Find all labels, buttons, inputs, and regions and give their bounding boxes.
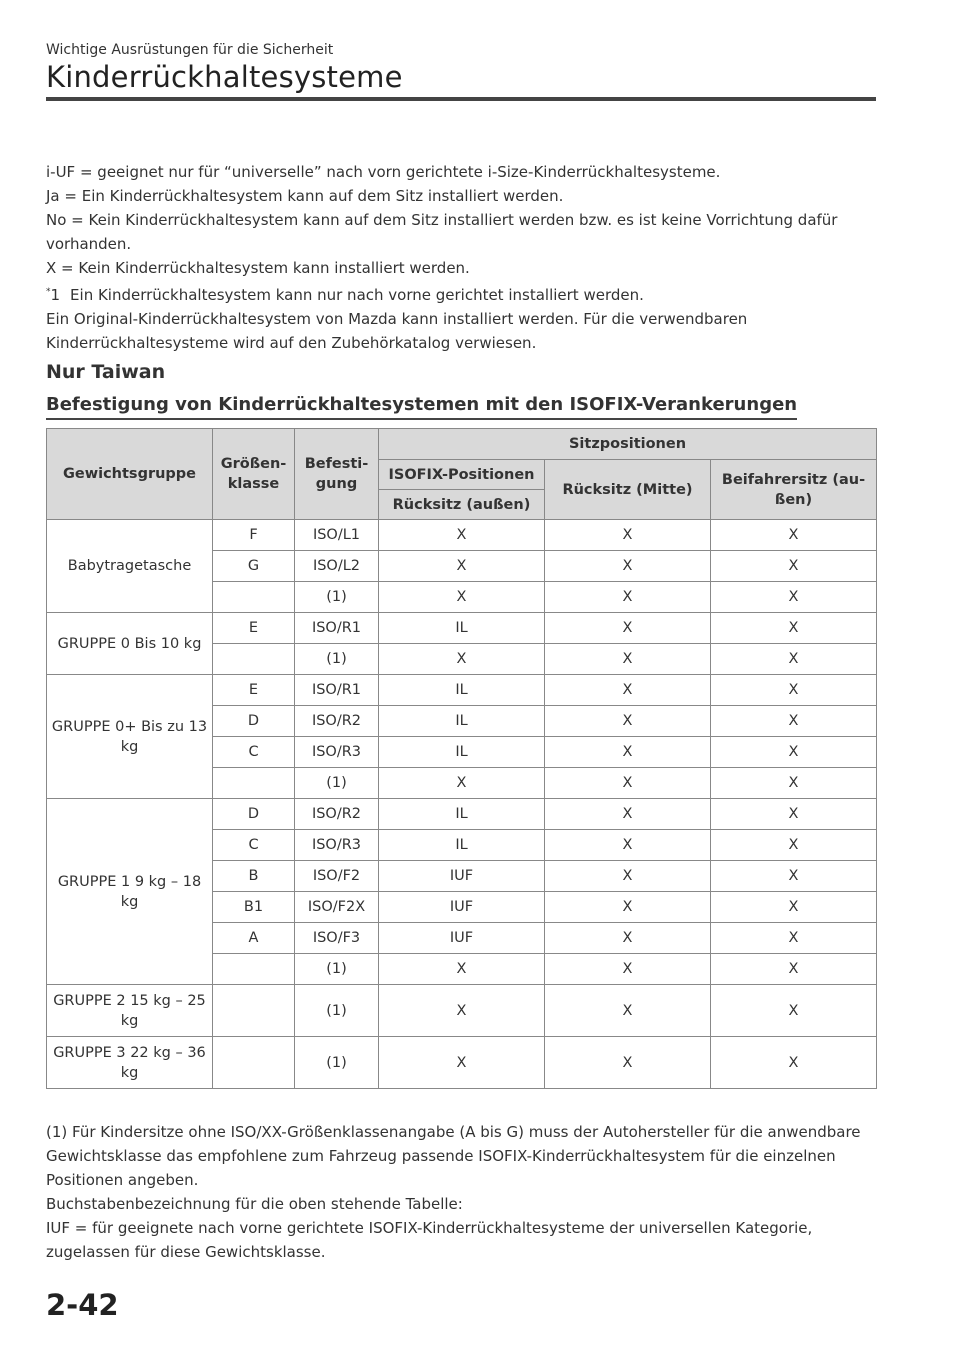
- fixture-cell: ISO/L1: [295, 520, 379, 551]
- header-weight-group: Gewichtsgruppe: [47, 429, 213, 520]
- page-title: Kinderrückhaltesysteme: [46, 60, 403, 94]
- page-number: 2-42: [46, 1288, 119, 1322]
- weight-group-cell: GRUPPE 3 22 kg – 36 kg: [47, 1037, 213, 1089]
- passenger-cell: X: [711, 954, 877, 985]
- rear-outer-cell: X: [379, 1037, 545, 1089]
- weight-group-cell: GRUPPE 1 9 kg – 18 kg: [47, 799, 213, 985]
- size-class-cell: A: [213, 923, 295, 954]
- size-class-cell: C: [213, 737, 295, 768]
- passenger-cell: X: [711, 613, 877, 644]
- rear-outer-cell: X: [379, 985, 545, 1037]
- rear-outer-cell: IL: [379, 706, 545, 737]
- passenger-cell: X: [711, 520, 877, 551]
- footer-note-legend: Buchstabenbezeichnung für die oben stehende Tabelle:: [46, 1195, 463, 1213]
- table-row: [47, 520, 877, 551]
- size-class-cell: D: [213, 706, 295, 737]
- weight-group-cell: GRUPPE 0 Bis 10 kg: [47, 613, 213, 675]
- region-heading: Nur Taiwan: [46, 361, 166, 383]
- rear-outer-cell: X: [379, 768, 545, 799]
- footer-notes: [46, 1120, 876, 1264]
- rear-outer-cell: IL: [379, 613, 545, 644]
- title-rule: [46, 97, 876, 101]
- rear-center-cell: X: [545, 830, 711, 861]
- table-row: [47, 799, 877, 830]
- fixture-cell: ISO/R1: [295, 613, 379, 644]
- intro-line-x: X = Kein Kinderrückhaltesystem kann installiert werden.: [46, 259, 470, 277]
- rear-outer-cell: X: [379, 520, 545, 551]
- rear-outer-cell: X: [379, 644, 545, 675]
- rear-center-cell: X: [545, 799, 711, 830]
- intro-line-iuf: i-UF = geeignet nur für “universelle” nach vorn gerichtete i-Size-Kinderrückhaltesysteme.: [46, 163, 721, 181]
- passenger-cell: X: [711, 861, 877, 892]
- passenger-cell: X: [711, 644, 877, 675]
- fixture-cell: (1): [295, 644, 379, 675]
- passenger-cell: X: [711, 892, 877, 923]
- rear-outer-cell: IUF: [379, 861, 545, 892]
- footer-note-1: (1) Für Kindersitze ohne ISO/XX-Größenklassenangabe (A bis G) muss der Autohersteller für die anwendbare Gewichtsklasse das empfohlene zum Fahrzeug passende ISOFIX-Kinderrückhaltesystem für die einzelnen Positionen angeben.: [46, 1123, 861, 1189]
- passenger-cell: X: [711, 923, 877, 954]
- size-class-cell: E: [213, 613, 295, 644]
- header-seat-positions: Sitzpositionen: [379, 429, 877, 460]
- passenger-cell: X: [711, 1037, 877, 1089]
- rear-center-cell: X: [545, 861, 711, 892]
- passenger-cell: X: [711, 985, 877, 1037]
- rear-outer-cell: IL: [379, 737, 545, 768]
- fixture-cell: ISO/R3: [295, 737, 379, 768]
- fixture-cell: ISO/R2: [295, 799, 379, 830]
- rear-outer-cell: IL: [379, 799, 545, 830]
- table-body: [47, 520, 877, 1089]
- intro-content: [46, 160, 876, 420]
- weight-group-cell: GRUPPE 0+ Bis zu 13 kg: [47, 675, 213, 799]
- rear-center-cell: X: [545, 582, 711, 613]
- table-row: [47, 613, 877, 644]
- fixture-cell: (1): [295, 768, 379, 799]
- rear-center-cell: X: [545, 892, 711, 923]
- rear-outer-cell: X: [379, 551, 545, 582]
- size-class-cell: C: [213, 830, 295, 861]
- size-class-cell: D: [213, 799, 295, 830]
- rear-center-cell: X: [545, 551, 711, 582]
- rear-center-cell: X: [545, 1037, 711, 1089]
- rear-center-cell: X: [545, 706, 711, 737]
- fixture-cell: (1): [295, 1037, 379, 1089]
- fixture-cell: (1): [295, 582, 379, 613]
- rear-center-cell: X: [545, 954, 711, 985]
- rear-outer-cell: X: [379, 954, 545, 985]
- table-row: [47, 675, 877, 706]
- fixture-cell: ISO/F2X: [295, 892, 379, 923]
- section-label: Wichtige Ausrüstungen für die Sicherheit: [46, 42, 334, 58]
- passenger-cell: X: [711, 830, 877, 861]
- weight-group-cell: Babytragetasche: [47, 520, 213, 613]
- table-heading: Befestigung von Kinderrückhaltesystemen mit den ISOFIX-Verankerungen: [46, 393, 797, 420]
- rear-center-cell: X: [545, 613, 711, 644]
- rear-center-cell: X: [545, 675, 711, 706]
- size-class-cell: F: [213, 520, 295, 551]
- footnote-marker: *1: [46, 286, 61, 304]
- rear-outer-cell: IL: [379, 830, 545, 861]
- footnote-text: Ein Kinderrückhaltesystem kann nur nach vorne gerichtet installiert werden.: [70, 286, 644, 304]
- passenger-cell: X: [711, 582, 877, 613]
- rear-outer-cell: X: [379, 582, 545, 613]
- intro-line-no: No = Kein Kinderrückhaltesystem kann auf dem Sitz installiert werden bzw. es ist keine Vorrichtung dafür vorhanden.: [46, 211, 838, 253]
- size-class-cell: [213, 582, 295, 613]
- fixture-cell: ISO/R2: [295, 706, 379, 737]
- header-passenger: Beifahrersitz (au-ßen): [711, 460, 877, 520]
- rear-center-cell: X: [545, 644, 711, 675]
- size-class-cell: G: [213, 551, 295, 582]
- footnote-1: [46, 280, 876, 307]
- rear-outer-cell: IUF: [379, 923, 545, 954]
- fixture-cell: ISO/F3: [295, 923, 379, 954]
- fixture-cell: (1): [295, 954, 379, 985]
- rear-outer-cell: IUF: [379, 892, 545, 923]
- header-rear-outer: Rücksitz (außen): [379, 490, 545, 520]
- rear-center-cell: X: [545, 520, 711, 551]
- rear-outer-cell: IL: [379, 675, 545, 706]
- rear-center-cell: X: [545, 737, 711, 768]
- passenger-cell: X: [711, 551, 877, 582]
- weight-group-cell: GRUPPE 2 15 kg – 25 kg: [47, 985, 213, 1037]
- header-isofix-positions: ISOFIX-Positionen: [379, 460, 545, 490]
- page-header: [46, 42, 876, 101]
- passenger-cell: X: [711, 706, 877, 737]
- header-fixture: Befesti-gung: [295, 429, 379, 520]
- fixture-cell: ISO/R1: [295, 675, 379, 706]
- header-size-class: Größen-klasse: [213, 429, 295, 520]
- passenger-cell: X: [711, 737, 877, 768]
- table-row: [47, 1037, 877, 1089]
- size-class-cell: [213, 985, 295, 1037]
- size-class-cell: B1: [213, 892, 295, 923]
- passenger-cell: X: [711, 675, 877, 706]
- size-class-cell: E: [213, 675, 295, 706]
- fixture-cell: ISO/L2: [295, 551, 379, 582]
- mazda-note: Ein Original-Kinderrückhaltesystem von Mazda kann installiert werden. Für die verwendbaren Kinderrückhaltesysteme wird auf den Zubehörkatalog verwiesen.: [46, 310, 748, 352]
- passenger-cell: X: [711, 799, 877, 830]
- table-row: [47, 985, 877, 1037]
- intro-line-ja: Ja = Ein Kinderrückhaltesystem kann auf dem Sitz installiert werden.: [46, 187, 564, 205]
- size-class-cell: [213, 644, 295, 675]
- isofix-table: [46, 428, 877, 1089]
- size-class-cell: B: [213, 861, 295, 892]
- size-class-cell: [213, 768, 295, 799]
- size-class-cell: [213, 954, 295, 985]
- fixture-cell: ISO/R3: [295, 830, 379, 861]
- header-rear-center: Rücksitz (Mitte): [545, 460, 711, 520]
- passenger-cell: X: [711, 768, 877, 799]
- fixture-cell: ISO/F2: [295, 861, 379, 892]
- footer-note-iuf: IUF = für geeignete nach vorne gerichtete ISOFIX-Kinderrückhaltesysteme der universellen Kategorie, zugelassen für diese Gewichtsklasse.: [46, 1219, 813, 1261]
- fixture-cell: (1): [295, 985, 379, 1037]
- rear-center-cell: X: [545, 985, 711, 1037]
- rear-center-cell: X: [545, 923, 711, 954]
- rear-center-cell: X: [545, 768, 711, 799]
- size-class-cell: [213, 1037, 295, 1089]
